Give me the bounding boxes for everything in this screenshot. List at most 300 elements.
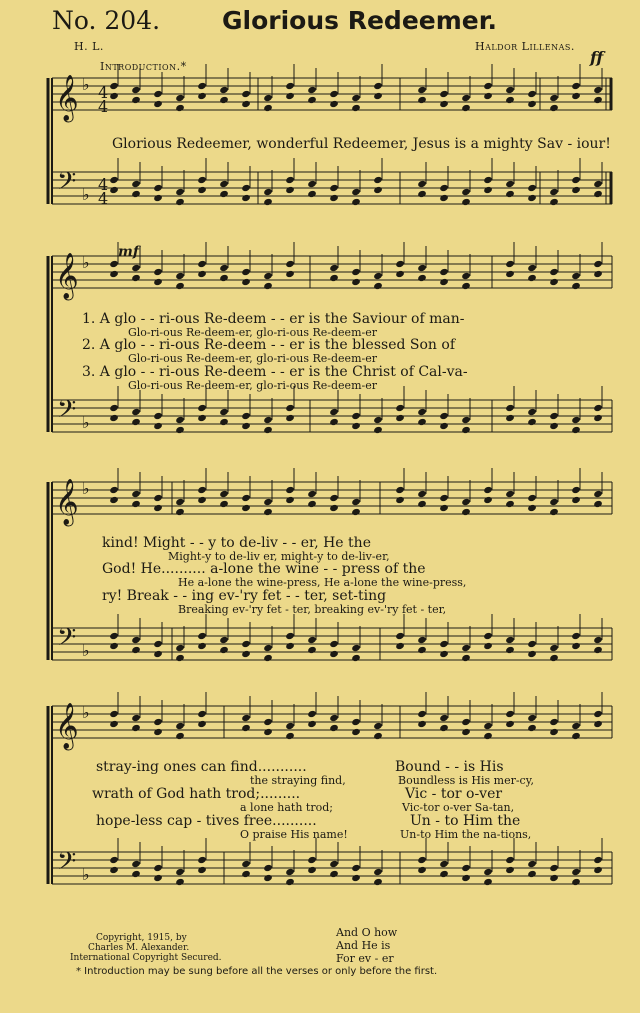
treble-notes-4-notehead: [241, 724, 251, 732]
bass-word-1: And O how: [336, 926, 398, 939]
bass-notes-1-notehead: [373, 186, 383, 194]
bass-notes-4-notehead: [593, 866, 603, 874]
verse1-line2: kind! Might - - y to de-liv - - er, He the: [102, 535, 371, 551]
bass-notes-2-notehead: [175, 426, 185, 434]
bass-notes-1-notehead: [571, 186, 581, 194]
bass-notes-1-notehead: [285, 186, 295, 194]
treble-notes-2-notehead: [109, 270, 119, 278]
treble-notes-2-notehead: [417, 264, 427, 272]
treble-notes-1-notehead: [307, 96, 317, 104]
verse1-line3-echo-left: the straying find,: [250, 774, 346, 787]
verse3-line1: 3. A glo - - ri-ous Re-deem - - er is the Christ of Cal-va-: [82, 364, 468, 380]
treble-notes-1-notehead: [153, 100, 163, 108]
treble-notes-2-notehead: [109, 260, 119, 268]
treble-notes-4-notehead: [175, 722, 185, 730]
flat-sign: ♭: [82, 413, 90, 432]
treble-notes-1-notehead: [219, 96, 229, 104]
treble-notes-2-notehead: [285, 260, 295, 268]
treble-notes-2-notehead: [593, 260, 603, 268]
treble-notes-2-notehead: [571, 282, 581, 290]
bass-notes-3-notehead: [175, 644, 185, 652]
bass-notes-1-notehead: [527, 194, 537, 202]
bass-notes-4-notehead: [373, 868, 383, 876]
bass-notes-4-notehead: [417, 866, 427, 874]
treble-notes-2-notehead: [395, 260, 405, 268]
intro-label: Introduction.*: [100, 60, 187, 73]
treble-notes-2-notehead: [549, 268, 559, 276]
treble-notes-3-notehead: [175, 498, 185, 506]
treble-notes-3-notehead: [307, 500, 317, 508]
bass-notes-1-notehead: [219, 190, 229, 198]
treble-notes-3-notehead: [131, 490, 141, 498]
bass-notes-4-notehead: [571, 878, 581, 886]
treble-notes-1-notehead: [351, 94, 361, 102]
bass-notes-2-notehead: [263, 426, 273, 434]
treble-notes-1-notehead: [241, 90, 251, 98]
bass-notes-4-notehead: [527, 860, 537, 868]
treble-notes-4-notehead: [439, 714, 449, 722]
treble-notes-4-notehead: [483, 732, 493, 740]
verse3-line3-right: Un - to Him the: [410, 813, 521, 829]
verse1-line3-echo-right: Boundless is His mer-cy,: [398, 774, 534, 787]
treble-notes-1-notehead: [505, 86, 515, 94]
bass-clef: 𝄢: [57, 623, 77, 658]
bass-notes-1-notehead: [109, 186, 119, 194]
bass-notes-4-notehead: [483, 878, 493, 886]
treble-notes-1-notehead: [571, 82, 581, 90]
bass-notes-3-notehead: [505, 636, 515, 644]
treble-notes-3-notehead: [285, 486, 295, 494]
treble-notes-3-notehead: [307, 490, 317, 498]
treble-notes-3-notehead: [131, 500, 141, 508]
treble-notes-4-notehead: [571, 722, 581, 730]
bass-notes-4-notehead: [351, 864, 361, 872]
verse3-line3-echo-left: O praise His name!: [240, 828, 348, 841]
treble-notes-2-notehead: [439, 278, 449, 286]
treble-notes-4-notehead: [527, 714, 537, 722]
bass-notes-2-notehead: [263, 416, 273, 424]
bass-notes-4-notehead: [175, 878, 185, 886]
bass-notes-3-notehead: [483, 632, 493, 640]
bass-notes-4-notehead: [351, 874, 361, 882]
treble-notes-3-notehead: [263, 508, 273, 516]
bass-notes-4-notehead: [549, 864, 559, 872]
bass-notes-4-notehead: [505, 866, 515, 874]
treble-notes-1-notehead: [109, 92, 119, 100]
bass-notes-3-notehead: [439, 640, 449, 648]
treble-notes-1-notehead: [131, 86, 141, 94]
treble-notes-4-notehead: [109, 720, 119, 728]
treble-notes-4-notehead: [527, 724, 537, 732]
treble-notes-4-notehead: [417, 710, 427, 718]
verse1-line1-echo: Glo-ri-ous Re-deem-er, glo-ri-ous Re-deem-er: [128, 326, 377, 339]
treble-notes-3-notehead: [153, 504, 163, 512]
bass-notes-3-notehead: [329, 650, 339, 658]
treble-notes-4-notehead: [285, 722, 295, 730]
treble-notes-1-notehead: [175, 94, 185, 102]
bass-notes-2-notehead: [373, 416, 383, 424]
treble-clef: 𝄞: [55, 75, 79, 121]
treble-notes-4-notehead: [549, 718, 559, 726]
bass-notes-2-notehead: [219, 418, 229, 426]
bass-notes-1-notehead: [483, 186, 493, 194]
treble-notes-4-notehead: [263, 718, 273, 726]
treble-notes-1-notehead: [197, 82, 207, 90]
treble-notes-2-notehead: [131, 264, 141, 272]
treble-notes-3-notehead: [285, 496, 295, 504]
bass-notes-1-notehead: [527, 184, 537, 192]
bass-notes-1-notehead: [593, 190, 603, 198]
treble-notes-4-notehead: [417, 720, 427, 728]
bass-notes-2-notehead: [153, 412, 163, 420]
bass-notes-3-notehead: [285, 642, 295, 650]
bass-notes-1-notehead: [175, 198, 185, 206]
bass-notes-4-notehead: [527, 870, 537, 878]
bass-notes-3-notehead: [571, 632, 581, 640]
treble-notes-1-notehead: [527, 90, 537, 98]
treble-notes-4-notehead: [549, 728, 559, 736]
treble-notes-1-notehead: [373, 92, 383, 100]
bass-notes-4-notehead: [263, 864, 273, 872]
bass-notes-1-notehead: [483, 176, 493, 184]
bass-notes-1-notehead: [439, 184, 449, 192]
bass-notes-4-notehead: [439, 860, 449, 868]
bass-notes-3-notehead: [109, 632, 119, 640]
bass-notes-2-notehead: [417, 418, 427, 426]
verse2-line1: 2. A glo - - ri-ous Re-deem - - er is the blessed Son of: [82, 337, 456, 353]
treble-notes-1-notehead: [439, 100, 449, 108]
treble-notes-2-notehead: [219, 264, 229, 272]
treble-notes-1-notehead: [461, 94, 471, 102]
treble-notes-2-notehead: [153, 278, 163, 286]
bass-notes-2-notehead: [131, 418, 141, 426]
treble-clef: 𝄞: [55, 479, 79, 525]
time-sig: 4: [98, 97, 109, 116]
bass-notes-1-notehead: [131, 190, 141, 198]
treble-notes-3-notehead: [571, 486, 581, 494]
treble-notes-4-notehead: [175, 732, 185, 740]
treble-notes-3-notehead: [219, 500, 229, 508]
flat-sign: ♭: [82, 703, 90, 722]
bass-notes-2-notehead: [373, 426, 383, 434]
treble-notes-2-notehead: [197, 270, 207, 278]
bass-notes-4-notehead: [153, 874, 163, 882]
bass-notes-2-notehead: [461, 416, 471, 424]
treble-notes-3-notehead: [263, 498, 273, 506]
bass-notes-1-notehead: [549, 198, 559, 206]
bass-notes-3-notehead: [219, 646, 229, 654]
bass-notes-4-notehead: [461, 874, 471, 882]
bass-notes-2-notehead: [571, 416, 581, 424]
bass-notes-1-notehead: [285, 176, 295, 184]
bass-notes-2-notehead: [241, 422, 251, 430]
bass-notes-3-notehead: [417, 646, 427, 654]
bass-notes-4-notehead: [109, 856, 119, 864]
verse2-line3-right: Vic - tor o-ver: [405, 786, 503, 802]
verse3-line3-echo-right: Un-to Him the na-tions,: [400, 828, 532, 841]
bass-notes-1-notehead: [505, 180, 515, 188]
flat-sign: ♭: [82, 865, 90, 884]
bass-notes-1-notehead: [241, 184, 251, 192]
bass-notes-3-notehead: [571, 642, 581, 650]
treble-notes-2-notehead: [263, 282, 273, 290]
treble-notes-2-notehead: [461, 282, 471, 290]
bass-notes-4-notehead: [263, 874, 273, 882]
footnote: * Introduction may be sung before all the verses or only before the first.: [76, 966, 438, 977]
bass-notes-2-notehead: [329, 408, 339, 416]
treble-notes-1-notehead: [241, 100, 251, 108]
bass-notes-3-notehead: [219, 636, 229, 644]
treble-notes-4-notehead: [285, 732, 295, 740]
bass-notes-4-notehead: [549, 874, 559, 882]
bass-notes-4-notehead: [571, 868, 581, 876]
treble-notes-1-notehead: [351, 104, 361, 112]
bass-notes-4-notehead: [461, 864, 471, 872]
treble-notes-3-notehead: [329, 494, 339, 502]
bass-notes-3-notehead: [263, 654, 273, 662]
bass-notes-3-notehead: [329, 640, 339, 648]
bass-notes-4-notehead: [329, 870, 339, 878]
treble-notes-4-notehead: [483, 722, 493, 730]
bass-notes-2-notehead: [285, 404, 295, 412]
bass-notes-4-notehead: [505, 856, 515, 864]
treble-notes-4-notehead: [593, 720, 603, 728]
treble-notes-2-notehead: [527, 264, 537, 272]
bass-clef: 𝄢: [57, 847, 77, 882]
bass-notes-1-notehead: [197, 176, 207, 184]
bass-notes-1-notehead: [175, 188, 185, 196]
bass-notes-1-notehead: [373, 176, 383, 184]
copyright-line-2: Charles M. Alexander.: [88, 943, 190, 953]
bass-notes-4-notehead: [417, 856, 427, 864]
bass-notes-4-notehead: [131, 860, 141, 868]
bass-notes-3-notehead: [417, 636, 427, 644]
treble-notes-3-notehead: [197, 486, 207, 494]
treble-notes-1-notehead: [505, 96, 515, 104]
bass-notes-3-notehead: [527, 640, 537, 648]
verse2-line2-echo: He a-lone the wine-press, He a-lone the wine-press,: [178, 576, 467, 589]
bass-notes-2-notehead: [131, 408, 141, 416]
treble-clef: 𝄞: [55, 253, 79, 299]
bass-notes-3-notehead: [527, 650, 537, 658]
verse3-line3: hope-less cap - tives free..........: [96, 813, 317, 829]
bass-notes-3-notehead: [241, 640, 251, 648]
verse2-line3-echo-left: a lone hath trod;: [240, 801, 333, 814]
treble-notes-4-notehead: [593, 710, 603, 718]
treble-notes-1-notehead: [527, 100, 537, 108]
treble-notes-2-notehead: [571, 272, 581, 280]
treble-notes-3-notehead: [549, 508, 559, 516]
treble-notes-2-notehead: [241, 268, 251, 276]
verse3-line1-echo: Glo-ri-ous Re-deem-er, glo-ri-ous Re-deem-er: [128, 379, 377, 392]
treble-notes-1-notehead: [373, 82, 383, 90]
treble-notes-3-notehead: [351, 508, 361, 516]
treble-notes-4-notehead: [351, 728, 361, 736]
bass-notes-1-notehead: [263, 188, 273, 196]
time-sig: 4: [98, 83, 109, 102]
verse2-line1-echo: Glo-ri-ous Re-deem-er, glo-ri-ous Re-deem-er: [128, 352, 377, 365]
words-author: H. L.: [74, 40, 104, 53]
bass-notes-4-notehead: [131, 870, 141, 878]
bass-notes-2-notehead: [153, 422, 163, 430]
bass-notes-2-notehead: [505, 414, 515, 422]
bass-notes-1-notehead: [505, 190, 515, 198]
treble-notes-3-notehead: [527, 494, 537, 502]
bass-notes-4-notehead: [483, 868, 493, 876]
bass-notes-2-notehead: [395, 414, 405, 422]
bass-notes-3-notehead: [593, 646, 603, 654]
flat-sign: ♭: [82, 479, 90, 498]
treble-notes-4-notehead: [241, 714, 251, 722]
treble-notes-1-notehead: [131, 96, 141, 104]
bass-notes-1-notehead: [571, 176, 581, 184]
treble-notes-3-notehead: [241, 504, 251, 512]
bass-word-3: For ev - er: [336, 952, 394, 965]
treble-notes-4-notehead: [307, 710, 317, 718]
verse1-line3: stray-ing ones can find...........: [96, 759, 307, 775]
bass-notes-1-notehead: [461, 198, 471, 206]
bass-notes-2-notehead: [549, 422, 559, 430]
treble-notes-1-notehead: [263, 94, 273, 102]
bass-notes-3-notehead: [461, 654, 471, 662]
treble-notes-1-notehead: [109, 82, 119, 90]
bass-notes-1-notehead: [153, 184, 163, 192]
bass-notes-4-notehead: [373, 878, 383, 886]
bass-notes-1-notehead: [219, 180, 229, 188]
treble-notes-4-notehead: [197, 710, 207, 718]
treble-notes-2-notehead: [329, 264, 339, 272]
treble-notes-2-notehead: [197, 260, 207, 268]
bass-notes-4-notehead: [439, 870, 449, 878]
treble-notes-3-notehead: [505, 500, 515, 508]
treble-notes-2-notehead: [263, 272, 273, 280]
bass-notes-2-notehead: [109, 404, 119, 412]
bass-notes-3-notehead: [153, 650, 163, 658]
bass-notes-2-notehead: [439, 412, 449, 420]
treble-notes-4-notehead: [373, 722, 383, 730]
treble-notes-2-notehead: [549, 278, 559, 286]
treble-notes-4-notehead: [263, 728, 273, 736]
bass-notes-4-notehead: [307, 866, 317, 874]
treble-notes-4-notehead: [307, 720, 317, 728]
bass-notes-2-notehead: [241, 412, 251, 420]
treble-notes-3-notehead: [461, 508, 471, 516]
treble-notes-1-notehead: [549, 94, 559, 102]
bass-notes-3-notehead: [285, 632, 295, 640]
treble-notes-2-notehead: [219, 274, 229, 282]
bass-notes-1-notehead: [417, 180, 427, 188]
treble-notes-4-notehead: [109, 710, 119, 718]
bass-notes-4-notehead: [329, 860, 339, 868]
bass-notes-2-notehead: [395, 404, 405, 412]
treble-notes-2-notehead: [175, 282, 185, 290]
copyright-line-3: International Copyright Secured.: [70, 953, 222, 963]
verse2-line3: wrath of God hath trod;.........: [92, 786, 301, 802]
bass-notes-1-notehead: [593, 180, 603, 188]
treble-notes-1-notehead: [285, 92, 295, 100]
bass-notes-4-notehead: [109, 866, 119, 874]
bass-notes-2-notehead: [549, 412, 559, 420]
bass-notes-4-notehead: [593, 856, 603, 864]
bass-notes-2-notehead: [461, 426, 471, 434]
bass-notes-3-notehead: [197, 642, 207, 650]
treble-notes-3-notehead: [483, 486, 493, 494]
bass-notes-2-notehead: [175, 416, 185, 424]
verse2-line3-echo-right: Vic-tor o-ver Sa-tan,: [402, 801, 515, 814]
treble-notes-4-notehead: [505, 710, 515, 718]
treble-notes-2-notehead: [461, 272, 471, 280]
treble-notes-3-notehead: [241, 494, 251, 502]
verse1-line1: 1. A glo - - ri-ous Re-deem - - er is the Saviour of man-: [82, 311, 465, 327]
bass-notes-3-notehead: [307, 646, 317, 654]
treble-notes-3-notehead: [395, 486, 405, 494]
bass-notes-4-notehead: [285, 878, 295, 886]
treble-notes-1-notehead: [571, 92, 581, 100]
treble-notes-1-notehead: [483, 92, 493, 100]
bass-notes-4-notehead: [197, 856, 207, 864]
bass-notes-2-notehead: [527, 408, 537, 416]
bass-notes-3-notehead: [395, 632, 405, 640]
music-composer: Haldor Lillenas.: [475, 40, 575, 53]
bass-clef: 𝄢: [57, 395, 77, 430]
bass-notes-2-notehead: [417, 408, 427, 416]
treble-notes-1-notehead: [197, 92, 207, 100]
treble-notes-4-notehead: [351, 718, 361, 726]
treble-notes-3-notehead: [175, 508, 185, 516]
treble-notes-3-notehead: [593, 490, 603, 498]
bass-notes-1-notehead: [153, 194, 163, 202]
bass-notes-3-notehead: [439, 650, 449, 658]
verse2-line2: God! He.......... a-lone the wine - - press of the: [102, 561, 426, 577]
intro-lyric: Glorious Redeemer, wonderful Redeemer, Jesus is a mighty Sav - iour!: [112, 136, 611, 152]
bass-notes-4-notehead: [241, 870, 251, 878]
verse3-line2: ry! Break - - ing ev-'ry fet - - ter, set-ting: [102, 588, 387, 604]
bass-notes-3-notehead: [549, 654, 559, 662]
treble-notes-1-notehead: [153, 90, 163, 98]
treble-notes-3-notehead: [593, 500, 603, 508]
treble-notes-4-notehead: [153, 718, 163, 726]
treble-notes-1-notehead: [219, 86, 229, 94]
treble-notes-2-notehead: [439, 268, 449, 276]
treble-notes-3-notehead: [505, 490, 515, 498]
bass-notes-1-notehead: [263, 198, 273, 206]
treble-notes-4-notehead: [461, 718, 471, 726]
bass-notes-3-notehead: [549, 644, 559, 652]
treble-notes-3-notehead: [483, 496, 493, 504]
treble-notes-3-notehead: [109, 486, 119, 494]
flat-sign: ♭: [82, 75, 90, 94]
bass-notes-3-notehead: [351, 644, 361, 652]
treble-notes-2-notehead: [373, 282, 383, 290]
bass-notes-1-notehead: [351, 188, 361, 196]
dynamic-mf: mf: [118, 244, 139, 260]
bass-notes-1-notehead: [329, 194, 339, 202]
treble-notes-4-notehead: [131, 714, 141, 722]
treble-notes-3-notehead: [461, 498, 471, 506]
treble-notes-4-notehead: [329, 714, 339, 722]
treble-notes-4-notehead: [571, 732, 581, 740]
treble-notes-2-notehead: [131, 274, 141, 282]
treble-notes-2-notehead: [241, 278, 251, 286]
treble-notes-3-notehead: [571, 496, 581, 504]
bass-notes-3-notehead: [175, 654, 185, 662]
bass-notes-4-notehead: [241, 860, 251, 868]
treble-notes-3-notehead: [395, 496, 405, 504]
treble-notes-3-notehead: [351, 498, 361, 506]
bass-notes-2-notehead: [329, 418, 339, 426]
bass-notes-4-notehead: [153, 864, 163, 872]
treble-notes-1-notehead: [439, 90, 449, 98]
